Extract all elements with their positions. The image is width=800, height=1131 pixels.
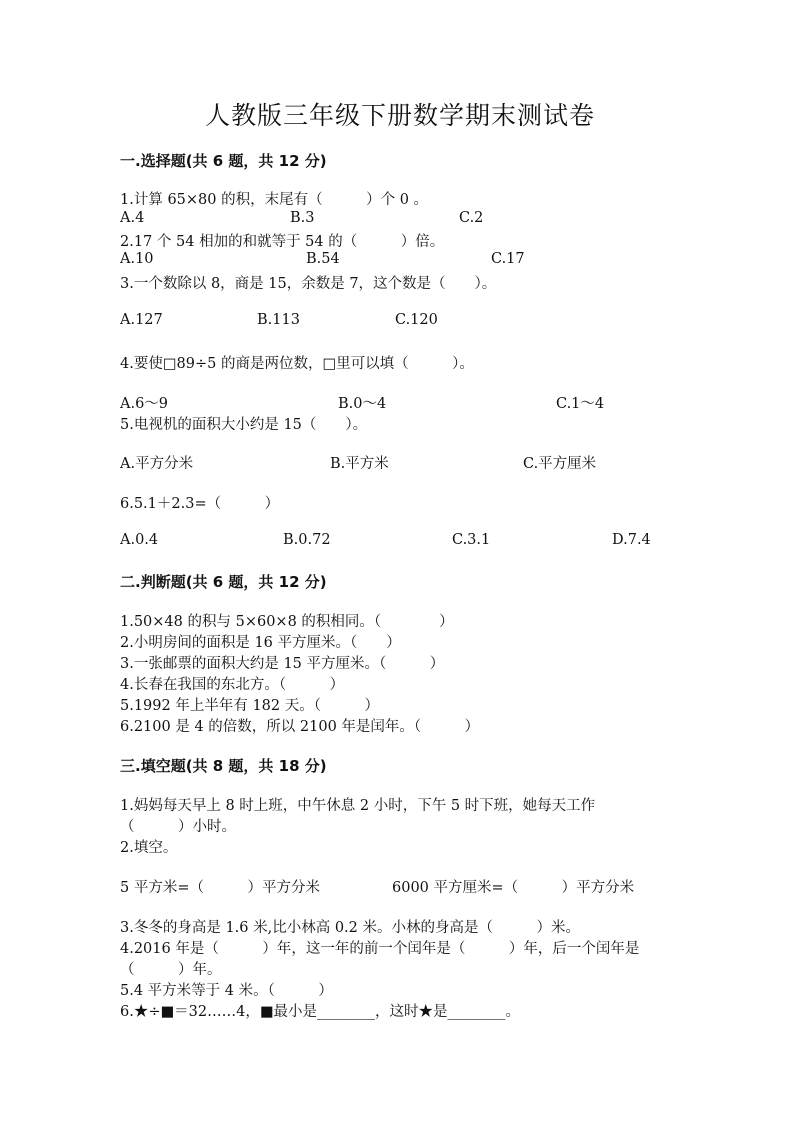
question-3-3: 3.冬冬的身高是 1.6 米,比小林高 0.2 米。小林的身高是（ ）米。 xyxy=(120,920,580,936)
option-1-3-c: C.120 xyxy=(395,312,438,328)
option-1-5-c: C.平方厘米 xyxy=(523,456,597,472)
option-1-1-b: B.3 xyxy=(290,210,315,226)
option-1-6-b: B.0.72 xyxy=(283,532,331,548)
question-1-6: 6.5.1＋2.3=（ ） xyxy=(120,496,280,512)
option-1-1-c: C.2 xyxy=(459,210,484,226)
option-1-5-b: B.平方米 xyxy=(330,456,389,472)
page-title: 人教版三年级下册数学期末测试卷 xyxy=(204,101,595,130)
question-2-3: 3.一张邮票的面积大约是 15 平方厘米。（ ） xyxy=(120,656,445,672)
option-1-4-b: B.0～4 xyxy=(338,396,387,412)
question-3-2: 2.填空。 xyxy=(120,840,178,856)
section-heading-fill: 三.填空题(共 8 题，共 18 分) xyxy=(120,757,327,775)
question-3-4-cont: （ ）年。 xyxy=(120,962,222,978)
option-1-2-a: A.10 xyxy=(120,251,154,267)
question-1-4: 4.要使□89÷5 的商是两位数，□里可以填（ ）。 xyxy=(120,356,474,372)
question-3-2-part-a: 5 平方米=（ ）平方分米 xyxy=(120,880,320,896)
question-2-6: 6.2100 是 4 的倍数，所以 2100 年是闰年。（ ） xyxy=(120,719,480,735)
question-3-4: 4.2016 年是（ ）年，这一年的前一个闰年是（ ）年，后一个闰年是 xyxy=(120,941,640,957)
question-1-5: 5.电视机的面积大小约是 15（ ）。 xyxy=(120,417,368,433)
option-1-6-a: A.0.4 xyxy=(120,532,159,548)
question-2-1: 1.50×48 的积与 5×60×8 的积相同。（ ） xyxy=(120,614,454,630)
question-1-3: 3.一个数除以 8，商是 15，余数是 7，这个数是（ ）。 xyxy=(120,276,497,292)
question-3-5: 5.4 平方米等于 4 米。（ ） xyxy=(120,983,333,999)
option-1-4-c: C.1～4 xyxy=(556,396,605,412)
question-2-5: 5.1992 年上半年有 182 天。（ ） xyxy=(120,698,379,714)
question-3-2-part-b: 6000 平方厘米=（ ）平方分米 xyxy=(392,880,635,896)
question-1-2: 2.17 个 54 相加的和就等于 54 的（ ）倍。 xyxy=(120,234,445,250)
option-1-3-a: A.127 xyxy=(120,312,163,328)
option-1-6-c: C.3.1 xyxy=(452,532,491,548)
question-3-1: 1.妈妈每天早上 8 时上班，中午休息 2 小时，下午 5 时下班，她每天工作 xyxy=(120,798,596,814)
option-1-3-b: B.113 xyxy=(257,312,300,328)
section-heading-choice: 一.选择题(共 6 题，共 12 分) xyxy=(120,152,327,170)
option-1-5-a: A.平方分米 xyxy=(120,456,194,472)
option-1-6-d: D.7.4 xyxy=(612,532,651,548)
question-3-6: 6.★÷■＝32……4，■最小是________，这时★是________。 xyxy=(120,1004,521,1020)
option-1-2-c: C.17 xyxy=(491,251,525,267)
option-1-1-a: A.4 xyxy=(120,210,145,226)
question-3-1-cont: （ ）小时。 xyxy=(120,819,236,835)
question-1-1: 1.计算 65×80 的积，末尾有（ ）个 0 。 xyxy=(120,192,429,208)
option-1-4-a: A.6～9 xyxy=(120,396,169,412)
question-2-2: 2.小明房间的面积是 16 平方厘米。（ ） xyxy=(120,635,401,651)
section-heading-judge: 二.判断题(共 6 题，共 12 分) xyxy=(120,573,327,591)
question-2-4: 4.长春在我国的东北方。（ ） xyxy=(120,677,345,693)
option-1-2-b: B.54 xyxy=(306,251,340,267)
